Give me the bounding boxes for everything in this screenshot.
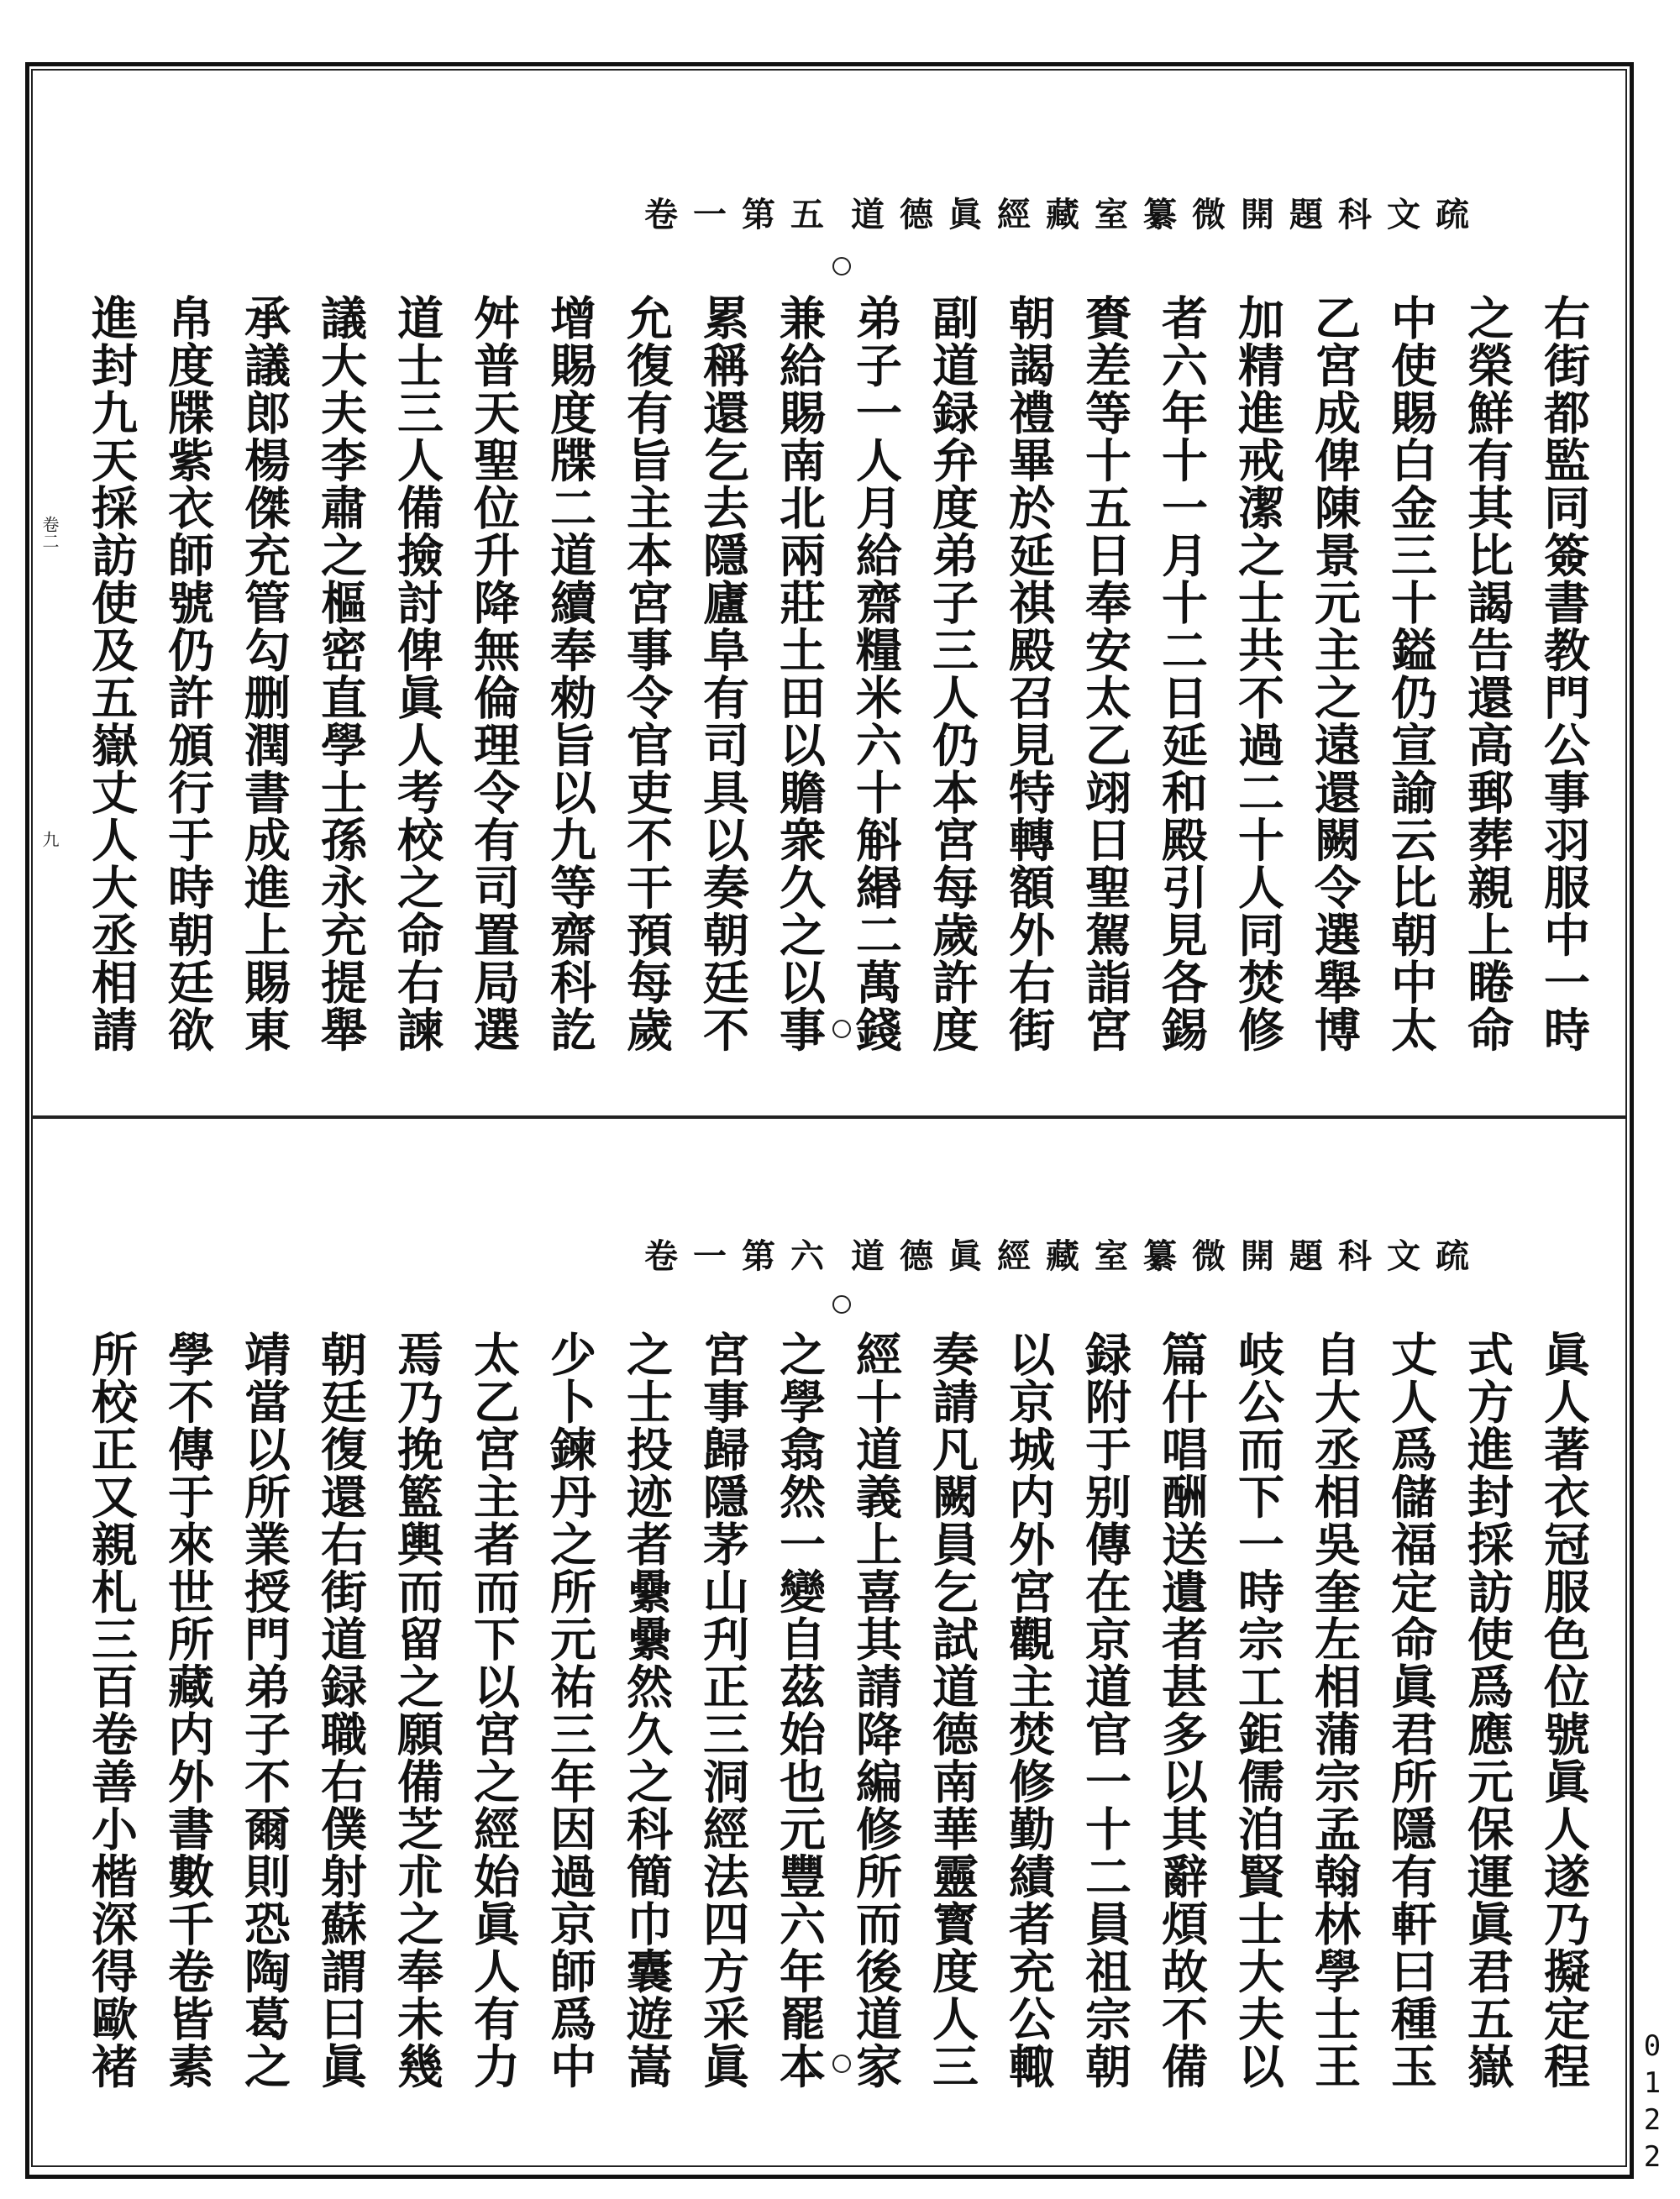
top-text-column: 之榮鮮有其比謁告還高郵葬親上睠命	[1460, 294, 1515, 1053]
bottom-text-column: 焉乃挽籃輿而留之願備芝朮之奉未幾	[390, 1330, 444, 2090]
bottom-text-column: 經十道義上喜其請降編修所而後道家	[848, 1330, 903, 2090]
bottom-text-column: 之士投迹者纍纍然久之科簡巾囊遊嵩	[619, 1330, 674, 2090]
top-text-column: 中使賜白金三十鎰仍宣諭云比朝中太	[1383, 294, 1438, 1053]
top-text-column: 進封九天採訪使及五嶽丈人大丞相請	[84, 294, 139, 1053]
bottom-text-column: 式方進封採訪使爲應元保運眞君五嶽	[1460, 1330, 1515, 2090]
top-margin-note: 卷二	[39, 516, 60, 549]
top-text-column: 朝謁禮畢於延祺殿召見特轉額外右街	[1001, 294, 1056, 1053]
top-text-column: 承議郎楊傑充管勾删潤書成進上賜東	[237, 294, 291, 1053]
top-text-column: 者六年十一月十二日延和殿引見各錫	[1154, 294, 1209, 1053]
bottom-text-column: 靖當以所業授門弟子不爾則恐陶葛之	[237, 1330, 291, 2090]
bottom-header-title: 道德眞經藏室纂微開題科文疏	[851, 1236, 1484, 1276]
top-text-column: 帛度牒紫衣師號仍許頒行于時朝廷欲	[160, 294, 215, 1053]
top-header-title: 道德眞經藏室纂微開題科文疏	[851, 195, 1484, 234]
bottom-text-column: 篇什唱酬送遺者甚多以其辭煩故不備	[1154, 1330, 1209, 2090]
bottom-text-column: 以京城内外宮觀主焚修勤績者充公輙	[1001, 1330, 1056, 2090]
top-header-volume: 卷一第五	[644, 195, 839, 234]
bottom-text-column: 學不傳于來世所藏内外書數千卷皆素	[160, 1330, 215, 2090]
bottom-text-column: 眞人著衣冠服色位號眞人遂乃擬定程	[1536, 1330, 1591, 2090]
bottom-text-column: 録附于别傳在京道官一十二員祖宗朝	[1078, 1330, 1132, 2090]
top-binding-circle-upper	[832, 257, 851, 276]
top-text-column: 增賜度牒二道續奉勑旨以九等齋科訖	[543, 294, 597, 1053]
bottom-text-column: 太乙宮主者而下以宮之經始眞人有力	[466, 1330, 521, 2090]
top-header	[644, 188, 1484, 234]
bottom-header-volume: 卷一第六	[644, 1236, 839, 1276]
bottom-text-column: 少卜鍊丹之所元祐三年因過京師爲中	[543, 1330, 597, 2090]
bottom-text-column: 丈人爲儲福定命眞君所隱有軒曰種玉	[1383, 1330, 1438, 2090]
top-margin-page-num: 九	[39, 831, 60, 848]
bottom-text-column: 所校正又親札三百卷善小楷深得歐褚	[84, 1330, 139, 2090]
top-text-column: 允復有旨主本宮事令官吏不干預每歲	[619, 294, 674, 1053]
top-text-column: 賚差等十五日奉安太乙翊日聖駕詣宮	[1078, 294, 1132, 1053]
top-text-column: 議大夫李肅之樞密直學士孫永充提舉	[313, 294, 368, 1053]
top-text-column: 右街都監同簽書教門公事羽服中一時	[1536, 294, 1591, 1053]
top-text-column: 舛普天聖位升降無倫理令有司置局選	[466, 294, 521, 1053]
bottom-text-column: 朝廷復還右街道録職右僕射蘇謂曰眞	[313, 1330, 368, 2090]
bottom-panel	[31, 1117, 1627, 2167]
top-text-column: 副道録弁度弟子三人仍本宮每歲許度	[925, 294, 979, 1053]
page-number: 0122	[1635, 2029, 1669, 2177]
bottom-header	[644, 1230, 1484, 1276]
top-panel	[31, 69, 1627, 1117]
top-text-column: 道士三人備撿討俾眞人考校之命右諫	[390, 294, 444, 1053]
top-text-column: 加精進戒潔之士共不過二十人同焚修	[1231, 294, 1285, 1053]
top-text-column: 兼給賜南北兩莊土田以贍衆久之以事	[772, 294, 827, 1053]
bottom-text-column: 奏請凡闕員乞試道德南華靈寳度人三	[925, 1330, 979, 2090]
top-text-column: 乙宮成俾陳景元主之遠還闕令選舉博	[1307, 294, 1362, 1053]
bottom-text-column: 之學翕然一變自茲始也元豐六年罷本	[772, 1330, 827, 2090]
top-text-column: 弟子一人月給齋糧米六十斛緡二萬錢	[848, 294, 903, 1053]
bottom-text-column: 自大丞相吳奎左相蒲宗孟翰林學士王	[1307, 1330, 1362, 2090]
top-text-column: 累稱還乞去隱廬阜有司具以奏朝廷不	[696, 294, 750, 1053]
bottom-text-column: 宮事歸隱茅山刋正三洞經法四方采眞	[696, 1330, 750, 2090]
bottom-binding-circle-upper	[832, 1295, 851, 1314]
bottom-text-column: 岐公而下一時宗工鉅儒洎賢士大夫以	[1231, 1330, 1285, 2090]
